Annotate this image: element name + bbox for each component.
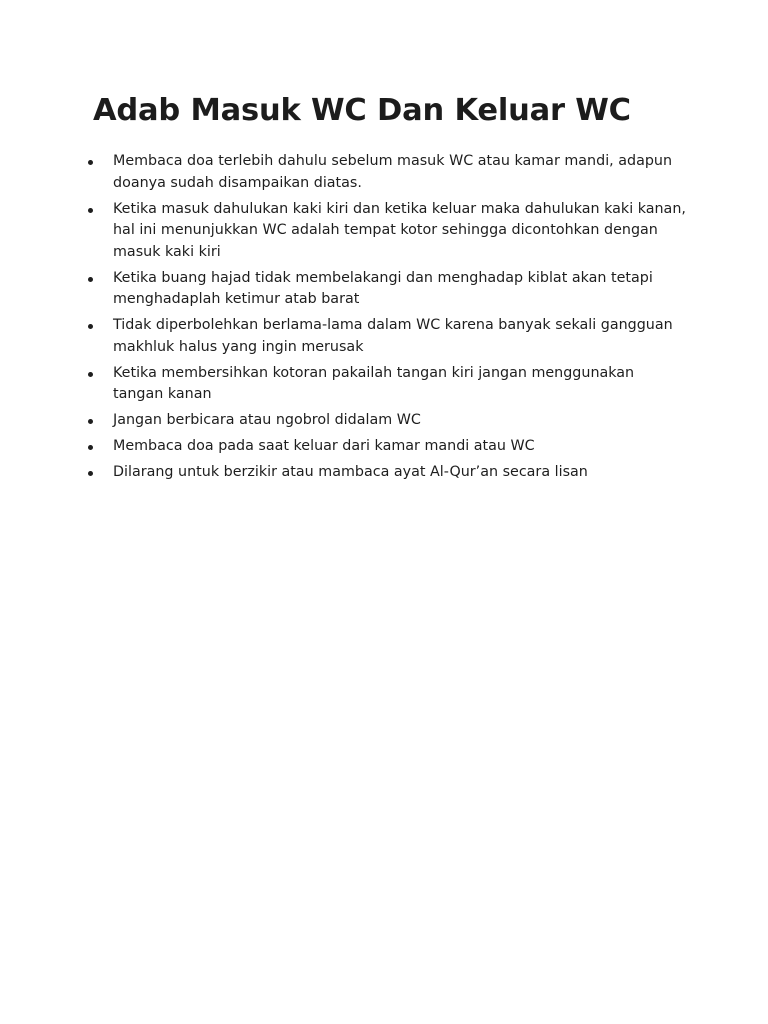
list-item-text: Tidak diperbolehkan berlama-lama dalam WC karena banyak sekali gangguan makhluk halus yang ingin merusak <box>113 317 673 355</box>
bullet-icon <box>88 324 93 329</box>
list-item-text: Ketika masuk dahulukan kaki kiri dan ketika keluar maka dahulukan kaki kanan, hal ini menunjukkan WC adalah tempat kotor sehingga dicontohkan dengan masuk kaki kiri <box>113 200 686 260</box>
list-item <box>88 363 688 406</box>
list-item-text: Membaca doa pada saat keluar dari kamar mandi atau WC <box>113 438 535 454</box>
bullet-icon <box>88 208 93 213</box>
list-item <box>88 410 688 432</box>
document-title: Adab Masuk WC Dan Keluar WC <box>93 93 631 128</box>
bullet-icon <box>88 445 93 450</box>
list-item-text: Dilarang untuk berzikir atau mambaca ayat Al-Qur’an secara lisan <box>113 464 588 480</box>
rules-list <box>88 151 688 488</box>
list-item <box>88 268 688 311</box>
list-item-text: Ketika membersihkan kotoran pakailah tangan kiri jangan menggunakan tangan kanan <box>113 364 635 402</box>
list-item <box>88 315 688 358</box>
bullet-icon <box>88 419 93 424</box>
list-item <box>88 436 688 458</box>
bullet-icon <box>88 372 93 377</box>
bullet-icon <box>88 471 93 476</box>
list-item-text: Jangan berbicara atau ngobrol didalam WC <box>113 412 421 428</box>
list-item <box>88 199 688 264</box>
list-item-text: Membaca doa terlebih dahulu sebelum masuk WC atau kamar mandi, adapun doanya sudah disampaikan diatas. <box>113 153 673 191</box>
list-item-text: Ketika buang hajad tidak membelakangi dan menghadap kiblat akan tetapi menghadaplah ketimur atab barat <box>113 269 653 307</box>
bullet-icon <box>88 277 93 282</box>
list-item <box>88 462 688 484</box>
bullet-icon <box>88 160 93 165</box>
list-item <box>88 151 688 194</box>
